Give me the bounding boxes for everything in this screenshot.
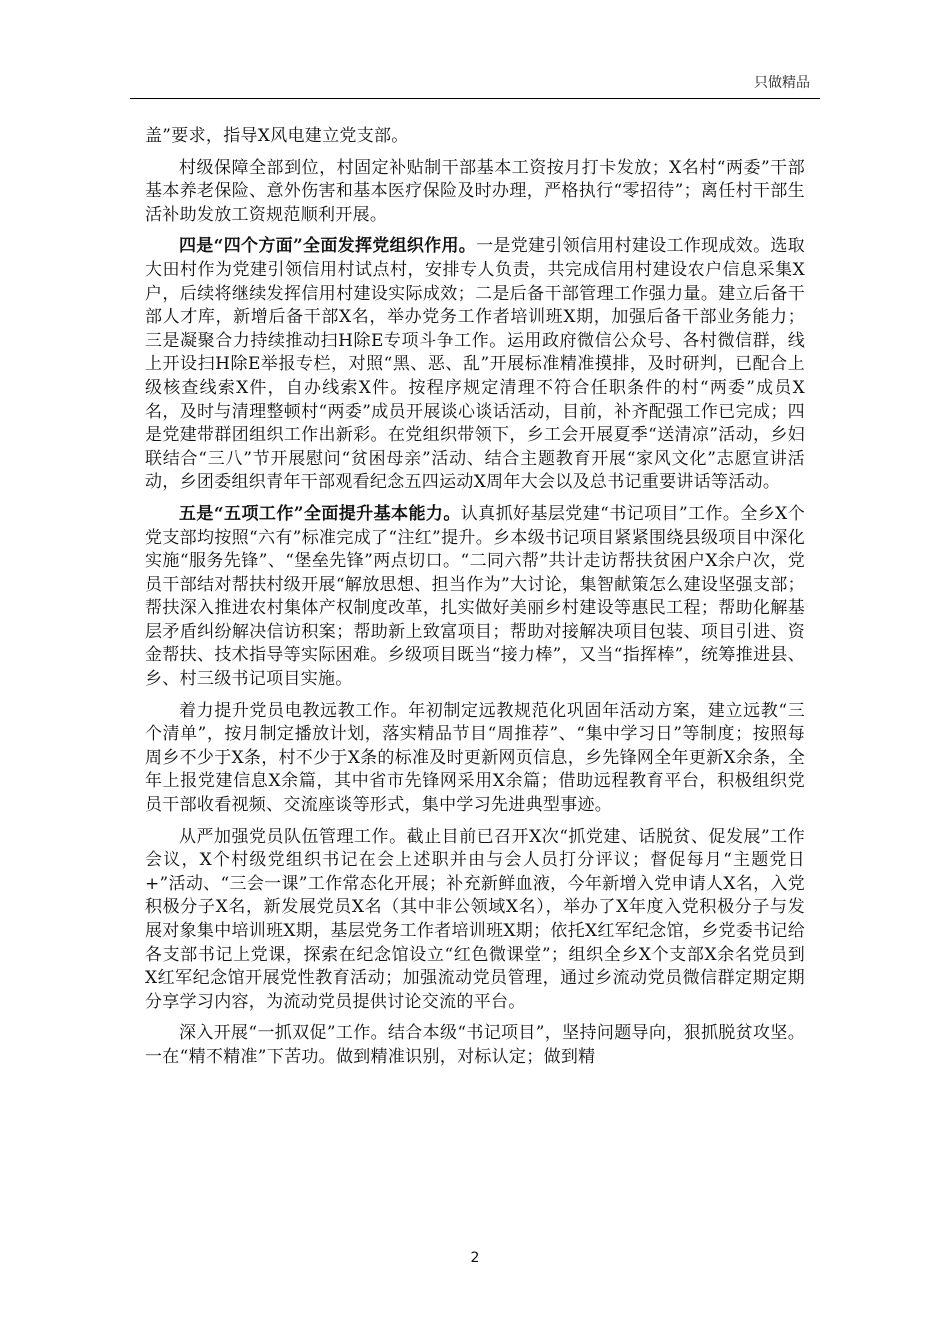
paragraph-text: 深入开展“一抓双促”工作。结合本级“书记项目”，坚持问题导向，狠抓脱贫攻坚。一在“精不精准”下苦功。做到精准识别，对标认定；做到精	[145, 1023, 805, 1067]
paragraph-1	[145, 125, 805, 149]
paragraph-text: 一是党建引领信用村建设工作现成效。选取大田村作为党建引领信用村试点村，安排专人负责，共完成信用村建设农户信息采集X户，后续将继续发挥信用村建设实际成效；二是后备干部管理工作强力量。建立后备干部人才库，新增后备干部X名，举办党务工作者培训班X期，加强后备干部业务能力；三是凝聚合力持续推动扫H除E专项斗争工作。运用政府微信公众号、各村微信群，线上开设扫H除E举报专栏，对照“黑、恶、乱”开展标准精准摸排，及时研判，已配合上级核查线索X件，自办线索X件。按程序规定清理不符合任职条件的村“两委”成员X名，及时与清理整顿村“两委”成员开展谈心谈话活动，目前，补齐配强工作已完成；四是党建带群团组织工作出新彩。在党组织带领下，乡工会开展夏季“送清凉”活动，乡妇联结合“三八”节开展慰问“贫困母亲”活动、结合主题教育开展“家风文化”志愿宣讲活动，乡团委组织青年干部观看纪念五四运动X周年大会以及总书记重要讲话等活动。	[145, 236, 805, 493]
paragraph-text: 村级保障全部到位，村固定补贴制干部基本工资按月打卡发放；X名村“两委”干部基本养老保险、意外伤害和基本医疗保险及时办理，严格执行“零招待”；离任村干部生活补助发放工资规范顺利开展。	[145, 157, 805, 225]
document-body	[145, 125, 805, 1078]
paragraph-lead: 四是“四个方面”全面发挥党组织作用。	[179, 236, 477, 257]
paragraph-5	[145, 700, 805, 818]
paragraph-text: 从严加强党员队伍管理工作。截止目前已召开X次“抓党建、话脱贫、促发展”工作会议，X个村级党组织书记在会上述职并由与会人员打分评议；督促每月“主题党日+”活动、“三会一课”工作常态化开展；补充新鲜血液，今年新增入党申请人X名，入党积极分子X名，新发展党员X名（其中非公领域X名），举办了X年度入党积极分子与发展对象集中培训班X期，基层党务工作者培训班X期；依托X红军纪念馆，乡党委书记给各支部书记上党课，探索在纪念馆设立“红色微课堂”；组织全乡X个支部X余名党员到X红军纪念馆开展党性教育活动；加强流动党员管理，通过乡流动党员微信群定期定期分享学习内容，为流动党员提供讨论交流的平台。	[145, 826, 806, 1012]
paragraph-3	[145, 235, 805, 495]
paragraph-6	[145, 826, 805, 1015]
paragraph-text: 着力提升党员电教远教工作。年初制定远教规范化巩固年活动方案，建立远教“三个清单”，按月制定播放计划，落实精品节目“周推荐”、“集中学习日”等制度；按照每周乡不少于X条，村不少于X条的标准及时更新网页信息，乡先锋网全年更新X余条，全年上报党建信息X余篇，其中省市先锋网采用X余篇；借助远程教育平台，积极组织党员干部收看视频、交流座谈等形式，集中学习先进典型事迹。	[145, 700, 806, 816]
paragraph-text: 盖”要求，指导X风电建立党支部。	[145, 126, 409, 146]
paragraph-4	[145, 503, 805, 692]
paragraph-lead: 五是“五项工作”全面提升基本能力。	[179, 503, 461, 524]
page-number: 2	[470, 1250, 480, 1266]
header-rule	[130, 98, 820, 99]
paragraph-2	[145, 157, 805, 228]
header-text: 只做精品	[754, 75, 810, 91]
paragraph-7	[145, 1022, 805, 1069]
paragraph-text: 认真抓好基层党建“书记项目”工作。全乡X个党支部均按照“六有”标准完成了“注红”提升。乡本级书记项目紧紧围绕县级项目中深化实施“服务先锋”、“堡垒先锋”两点切口。“二同六帮”共计走访帮扶贫困户X余户次，党员干部结对帮扶村级开展“解放思想、担当作为”大讨论，集智献策怎么建设坚强支部；帮扶深入推进农村集体产权制度改革，扎实做好美丽乡村建设等惠民工程；帮助化解基层矛盾纠纷解决信访积案；帮助新上致富项目；帮助对接解决项目包装、项目引进、资金帮扶、技术指导等实际困难。乡级项目既当“接力棒”，又当“指挥棒”，统筹推进县、乡、村三级书记项目实施。	[145, 503, 805, 690]
